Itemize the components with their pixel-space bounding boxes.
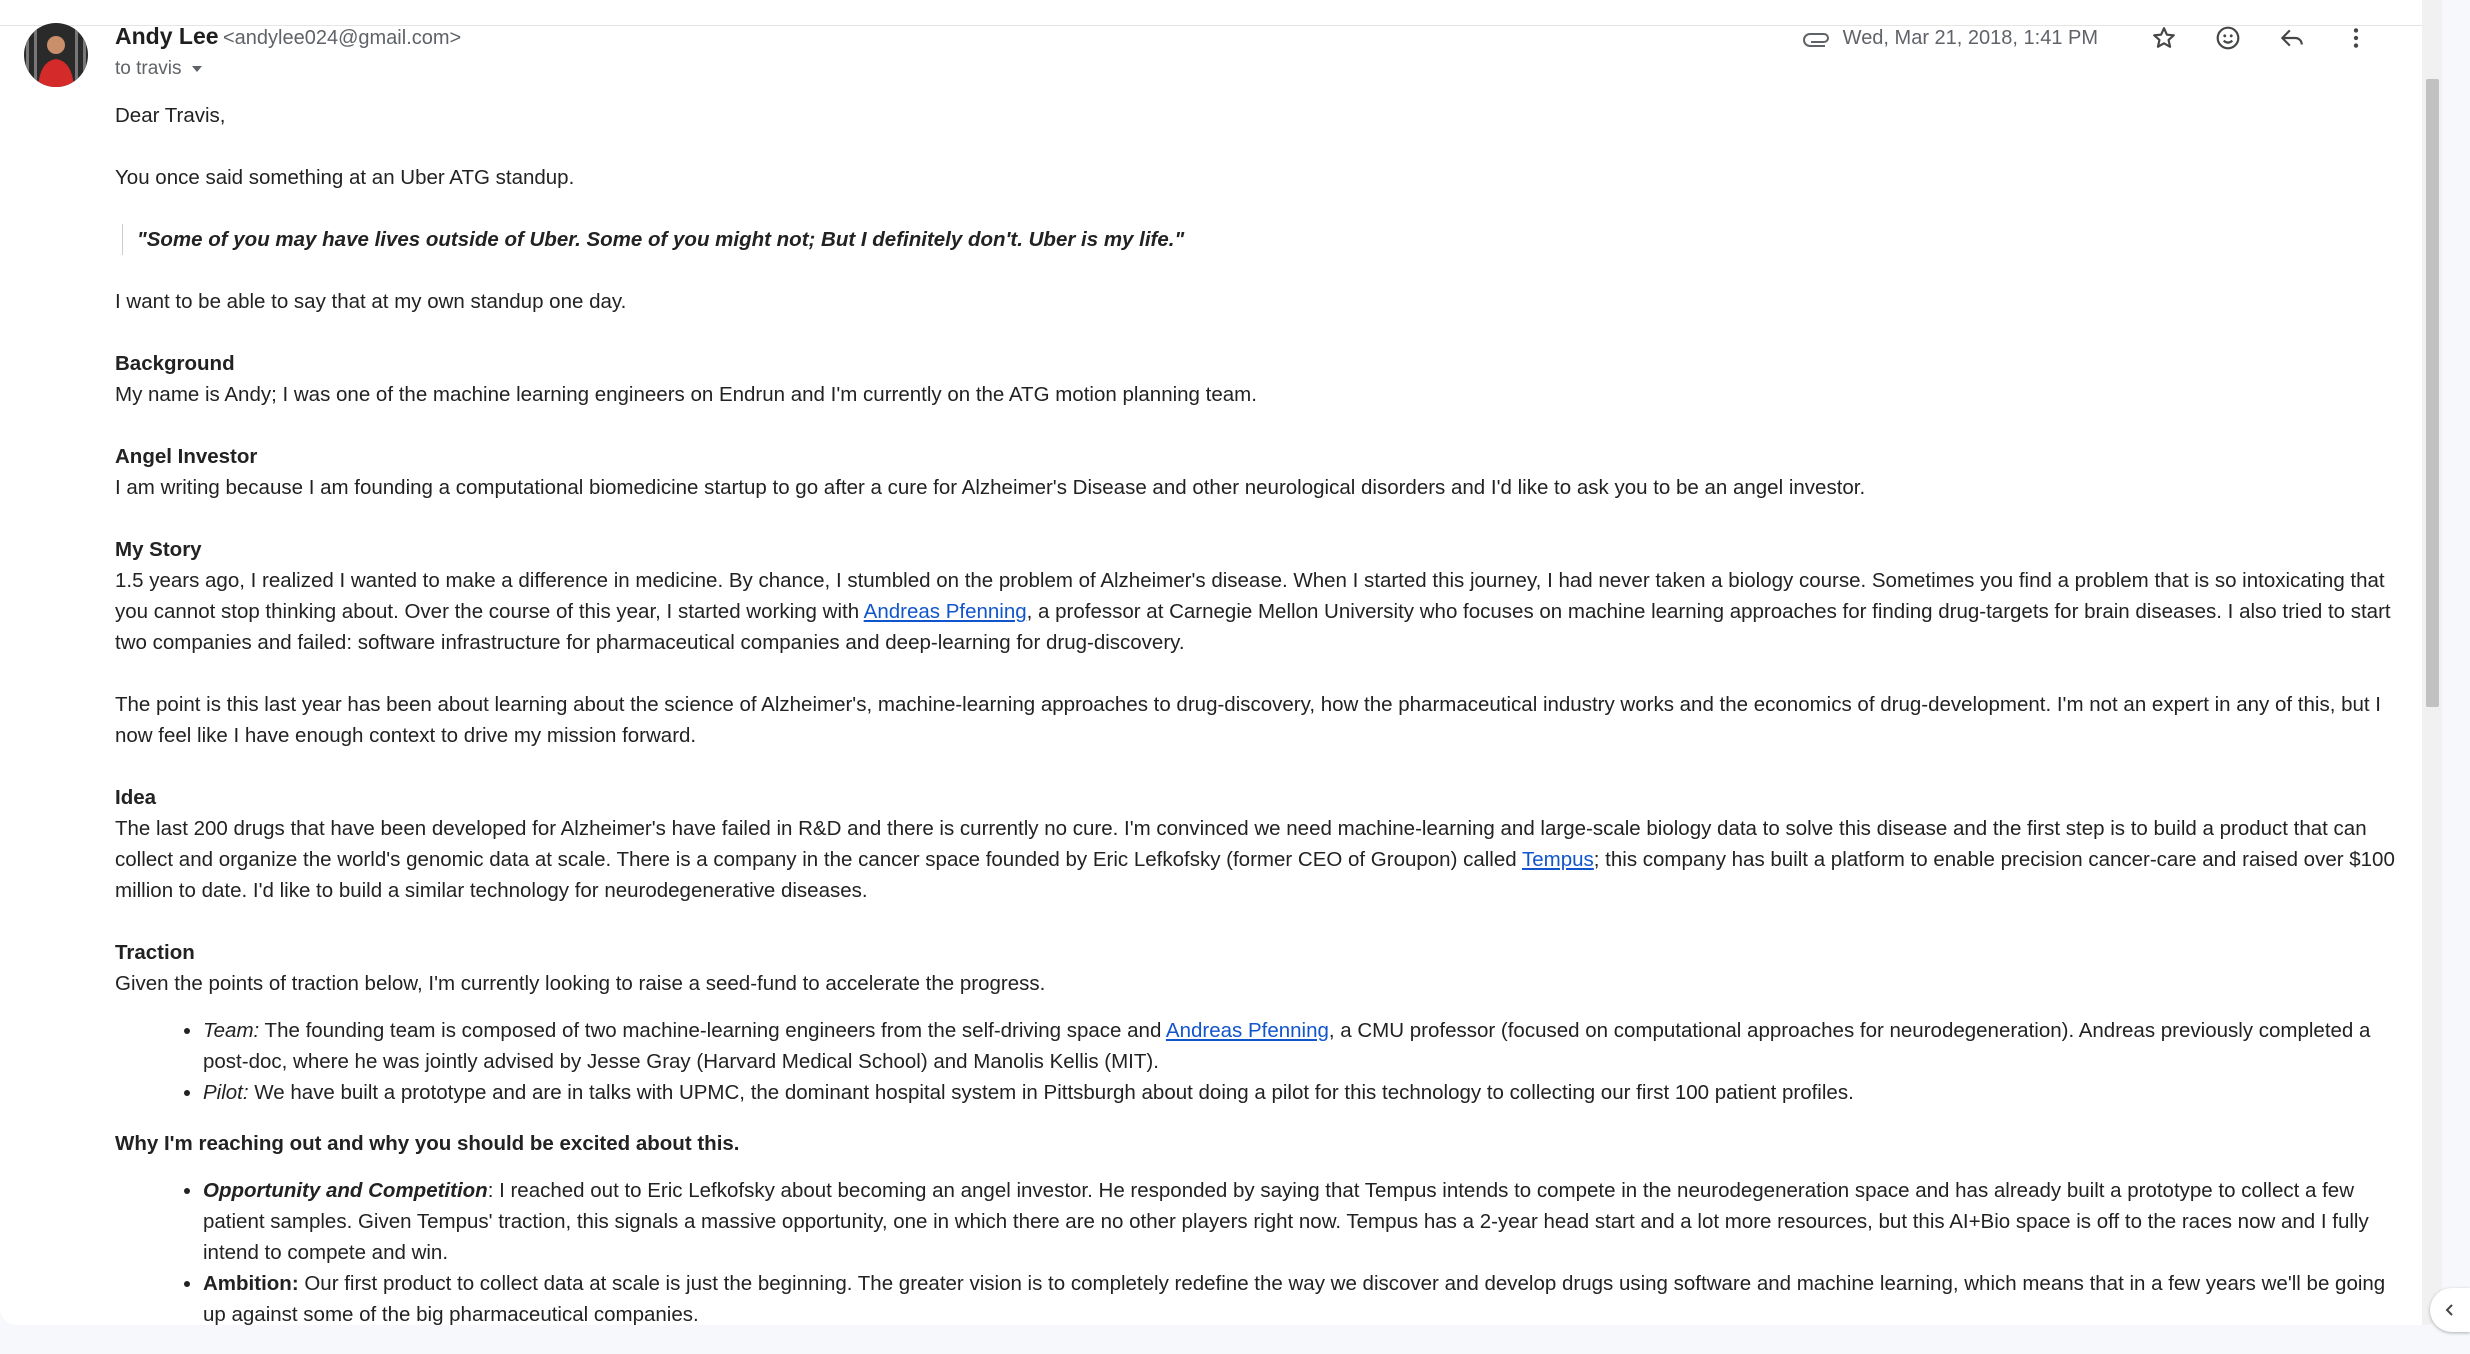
list-item: [203, 1015, 2395, 1077]
list-item: [203, 1077, 2395, 1108]
item-text: : I reached out to Eric Lefkofsky about becoming an angel investor. He responded by saying that Tempus intends to compete in the neurodegeneration space and has already built a prototype to collect a few patient samples. Given Tempus' traction, this signals a massive opportunity, one in which there are no other players right now. Tempus has a 2-year head start and a lot more resources, but this AI+Bio space is off to the races now and I fully intend to compete and win.: [203, 1179, 2369, 1264]
reply-button[interactable]: [2268, 14, 2316, 62]
smiley-icon: [2215, 25, 2241, 51]
idea-section: [115, 782, 2395, 906]
star-button[interactable]: [2140, 14, 2188, 62]
my-story-section: [115, 534, 2395, 658]
item-label: Opportunity and Competition: [203, 1179, 488, 1202]
item-text: , a CMU professor (focused on computational approaches for neurodegeneration). Andreas previously completed a post-doc, where he was jointly advised by Jesse Gray (Harvard Medical School) and Manolis Kellis (MIT).: [203, 1019, 2371, 1073]
scrollbar[interactable]: [2422, 0, 2442, 1325]
traction-section: [115, 937, 2395, 999]
recipient-dropdown[interactable]: [115, 58, 204, 80]
section-text: 1.5 years ago, I realized I wanted to make a difference in medicine. By chance, I stumbled on the problem of Alzheimer's disease. When I started this journey, I had never taken a biology course. Sometimes you find a problem that is so intoxicating that you cannot stop thinking about. Over the course of this year, I started working with: [115, 569, 2385, 623]
section-heading: Why I'm reaching out and why you should be excited about this.: [115, 1132, 740, 1155]
angel-investor-section: [115, 441, 2395, 503]
item-label: Pilot:: [203, 1081, 249, 1104]
andreas-pfenning-link[interactable]: Andreas Pfenning: [1165, 1019, 1329, 1042]
section-text: Given the points of traction below, I'm currently looking to raise a seed-fund to accelerate the progress.: [115, 972, 1046, 995]
scrollbar-thumb[interactable]: [2426, 79, 2439, 707]
message-actions: [1803, 20, 2380, 56]
section-text: I am writing because I am founding a computational biomedicine startup to go after a cure for Alzheimer's Disease and other neurological disorders and I'd like to ask you to be an angel investor.: [115, 476, 1866, 499]
item-text: Our first product to collect data at scale is just the beginning. The greater vision is to completely redefine the way we discover and develop drugs using software and machine learning, which means that in a few years we'll be going up against some of the big pharmaceutical companies.: [203, 1272, 2386, 1325]
tempus-link[interactable]: Tempus: [1522, 848, 1594, 871]
item-text: We have built a prototype and are in talks with UPMC, the dominant hospital system in Pittsburgh about doing a pilot for this technology to collecting our first 100 patient profiles.: [248, 1081, 1854, 1104]
emoji-reaction-button[interactable]: [2204, 14, 2252, 62]
greeting: Dear Travis,: [115, 104, 226, 127]
side-panel-toggle[interactable]: [2430, 1288, 2470, 1332]
section-text: ; this company has built a platform to enable precision cancer-care and raised over $100 million to date. I'd like to build a similar technology for neurodegenerative diseases.: [115, 848, 2395, 902]
message-date: Wed, Mar 21, 2018, 1:41 PM: [1842, 26, 2098, 49]
section-text: The last 200 drugs that have been developed for Alzheimer's have failed in R&D and there is currently no cure. I'm convinced we need machine-learning and large-scale biology data to solve this disease and the first step is to build a product that can collect and organize the world's genomic data at scale. There is a company in the cancer space founded by Eric Lefkofsky (former CEO of Groupon) called: [115, 817, 2367, 871]
list-item: [203, 1175, 2395, 1268]
section-heading: Background: [115, 352, 235, 375]
traction-list: [115, 1015, 2395, 1108]
sender-line: [115, 23, 461, 53]
want-text: I want to be able to say that at my own standup one day.: [115, 290, 627, 313]
blockquote: "Some of you may have lives outside of Uber. Some of you might not; But I definitely don't. Uber is my life.": [122, 224, 2395, 255]
more-options-button[interactable]: [2332, 14, 2380, 62]
list-item: [203, 1268, 2395, 1325]
section-heading: My Story: [115, 538, 202, 561]
chevron-left-icon: [2442, 1302, 2458, 1318]
recipient-label: to travis: [115, 58, 182, 79]
sender-email: <andylee024@gmail.com>: [222, 27, 462, 49]
chevron-down-icon: [190, 64, 204, 74]
story-paragraph-2: The point is this last year has been about learning about the science of Alzheimer's, machine-learning approaches to drug-discovery, how the pharmaceutical industry works and the economics of drug-development. I'm not an expert in any of this, but I now feel like I have enough context to drive my mission forward.: [115, 693, 2381, 747]
intro-text: You once said something at an Uber ATG standup.: [115, 166, 575, 189]
section-text: , a professor at Carnegie Mellon University who focuses on machine learning approaches for finding drug-targets for brain diseases. I also tried to start two companies and failed: software infrastructure for pharmaceutical companies and deep-learning for drug-discovery.: [115, 600, 2391, 654]
section-text: My name is Andy; I was one of the machine learning engineers on Endrun and I'm currently on the ATG motion planning team.: [115, 383, 1257, 406]
item-label: Team:: [203, 1019, 260, 1042]
star-icon: [2151, 25, 2177, 51]
sender-name[interactable]: Andy Lee: [115, 23, 219, 49]
background-section: [115, 348, 2395, 410]
attachment-icon: [1803, 29, 1831, 47]
section-heading: Angel Investor: [115, 445, 258, 468]
item-text: The founding team is composed of two machine-learning engineers from the self-driving space and: [259, 1019, 1166, 1042]
section-heading: Idea: [115, 786, 157, 809]
more-vert-icon: [2343, 25, 2369, 51]
email-body: [115, 100, 2395, 1325]
item-label: Ambition:: [203, 1272, 299, 1295]
andreas-pfenning-link[interactable]: Andreas Pfenning: [863, 600, 1027, 623]
reply-icon: [2279, 25, 2305, 51]
section-heading: Traction: [115, 941, 195, 964]
avatar[interactable]: [24, 23, 88, 87]
why-list: [115, 1175, 2395, 1325]
